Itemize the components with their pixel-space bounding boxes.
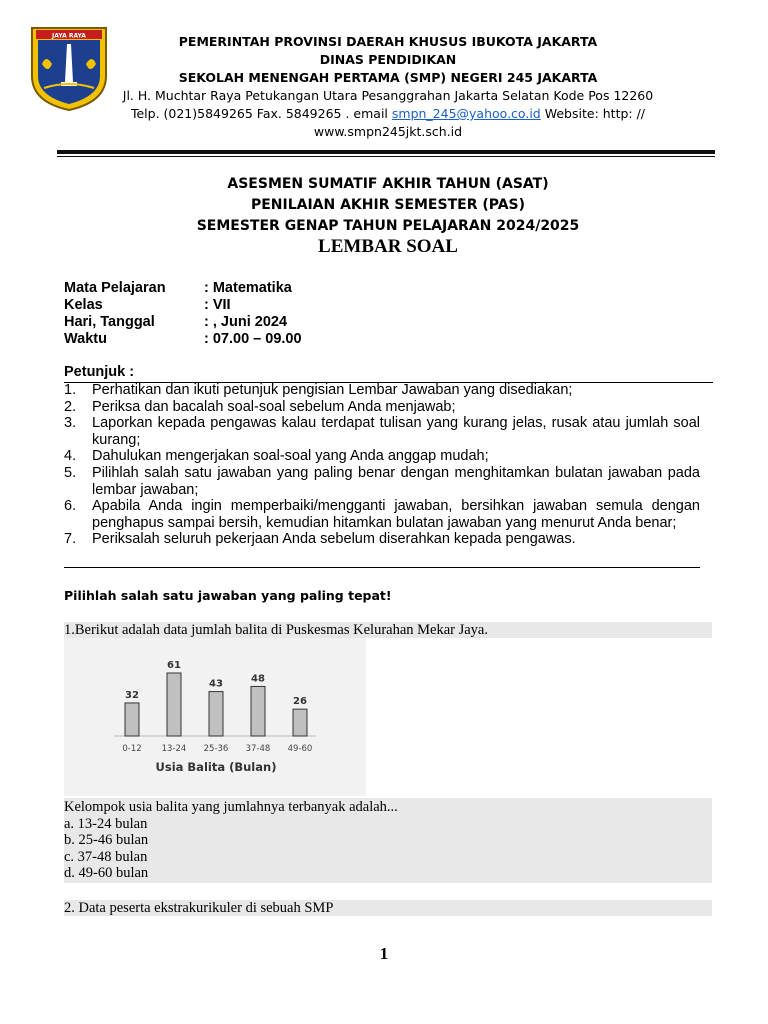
question-1-block (64, 798, 712, 883)
tick-label: 13-24 (161, 744, 187, 754)
info-subject (64, 280, 292, 297)
info-value: : VII (204, 297, 231, 313)
instructions-bottom-rule (64, 567, 700, 568)
list-item: 7. Periksalah seluruh pekerjaan Anda sebelum diserahkan kepada pengawas. (64, 531, 576, 548)
header-divider-thick (57, 150, 715, 154)
bar-chart (64, 638, 366, 796)
info-time (64, 331, 302, 348)
list-item: 6. Apabila Anda ingin memperbaiki/mengganti jawaban, bersihkan jawaban semula dengan penghapus sampai bersih, kemudian hitamkan bulatan jawaban yang menurut Anda benar; (64, 498, 700, 531)
sheet-title: LEMBAR SOAL (318, 236, 458, 257)
chart-svg (64, 638, 366, 796)
data-label: 61 (167, 660, 181, 671)
data-label: 26 (293, 696, 307, 708)
list-item: 1. Perhatikan dan ikuti petunjuk pengisian Lembar Jawaban yang disediakan; (64, 382, 573, 398)
data-label: 48 (251, 673, 265, 685)
chart-bar (209, 692, 223, 736)
option-c[interactable]: c. 37-48 bulan (64, 848, 148, 865)
data-label: 32 (125, 689, 139, 701)
info-value: : 07.00 – 09.00 (204, 331, 302, 347)
tick-label: 0-12 (122, 744, 142, 754)
gov-line: PEMERINTAH PROVINSI DAERAH KHUSUS IBUKOTA JAKARTA (178, 34, 598, 49)
chart-bar (125, 703, 139, 736)
contact-line (110, 105, 666, 123)
website-link[interactable]: www.smpn245jkt.sch.id (313, 124, 463, 139)
petunjuk-heading: Petunjuk : (64, 364, 135, 380)
answer-instruction: Pilihlah salah satu jawaban yang paling tepat! (64, 588, 392, 603)
tick-label: 37-48 (245, 744, 271, 754)
info-class (64, 297, 231, 314)
contact-suffix: Website: http: // (544, 106, 646, 121)
school-name: SEKOLAH MENENGAH PERTAMA (SMP) NEGERI 245 JAKARTA (178, 70, 598, 85)
dept-line: DINAS PENDIDIKAN (319, 52, 457, 67)
page-number: 1 (379, 944, 389, 963)
option-a[interactable]: a. 13-24 bulan (64, 815, 148, 832)
jakarta-logo (28, 24, 110, 112)
info-value: : , Juni 2024 (204, 314, 288, 330)
question-1-text: 1.Berikut adalah data jumlah balita di Puskesmas Kelurahan Mekar Jaya. (64, 622, 712, 638)
list-item: 2. Periksa dan bacalah soal-soal sebelum Anda menjawab; (64, 398, 456, 415)
question-1-prompt: Kelompok usia balita yang jumlahnya terbanyak adalah... (64, 799, 398, 815)
semester-line: SEMESTER GENAP TAHUN PELAJARAN 2024/2025 (196, 218, 580, 234)
option-b[interactable]: b. 25-46 bulan (64, 832, 149, 848)
list-item: 3. Laporkan kepada pengawas kalau terdapat tulisan yang kurang jelas, rusak atau jumlah soal kurang; (64, 415, 700, 448)
chart-bar (167, 673, 181, 736)
school-address: Jl. H. Muchtar Raya Petukangan Utara Pesanggrahan Jakarta Selatan Kode Pos 12260 (122, 88, 654, 103)
x-axis-label: Usia Balita (Bulan) (155, 760, 277, 774)
chart-bar (293, 709, 307, 736)
svg-text:JAYA RAYA: JAYA RAYA (52, 32, 86, 40)
option-d[interactable]: d. 49-60 bulan (64, 865, 149, 881)
info-date (64, 314, 287, 331)
chart-bar (251, 686, 265, 736)
question-2-text: 2. Data peserta ekstrakurikuler di sebuah SMP (64, 900, 712, 916)
header-divider-thin (57, 156, 715, 157)
email-link[interactable]: smpn_245@yahoo.co.id (391, 106, 541, 121)
exam-title: ASESMEN SUMATIF AKHIR TAHUN (ASAT) (227, 176, 549, 192)
info-label: Kelas (64, 297, 103, 313)
info-label: Mata Pelajaran (64, 280, 166, 296)
info-value: : Matematika (204, 280, 292, 296)
list-item: 4. Dahulukan mengerjakan soal-soal yang Anda anggap mudah; (64, 448, 489, 465)
list-item: 5. Pilihlah salah satu jawaban yang paling benar dengan menghitamkan bulatan jawaban pada lembar jawaban; (64, 464, 700, 498)
info-label: Hari, Tanggal (64, 314, 155, 330)
instructions-list (64, 382, 700, 548)
contact-prefix: Telp. (021)5849265 Fax. 5849265 . email (130, 106, 388, 121)
data-label: 43 (209, 678, 223, 690)
tick-label: 25-36 (203, 744, 229, 754)
info-label: Waktu (64, 331, 107, 347)
tick-label: 49-60 (287, 744, 313, 754)
exam-subtitle: PENILAIAN AKHIR SEMESTER (PAS) (250, 197, 526, 213)
